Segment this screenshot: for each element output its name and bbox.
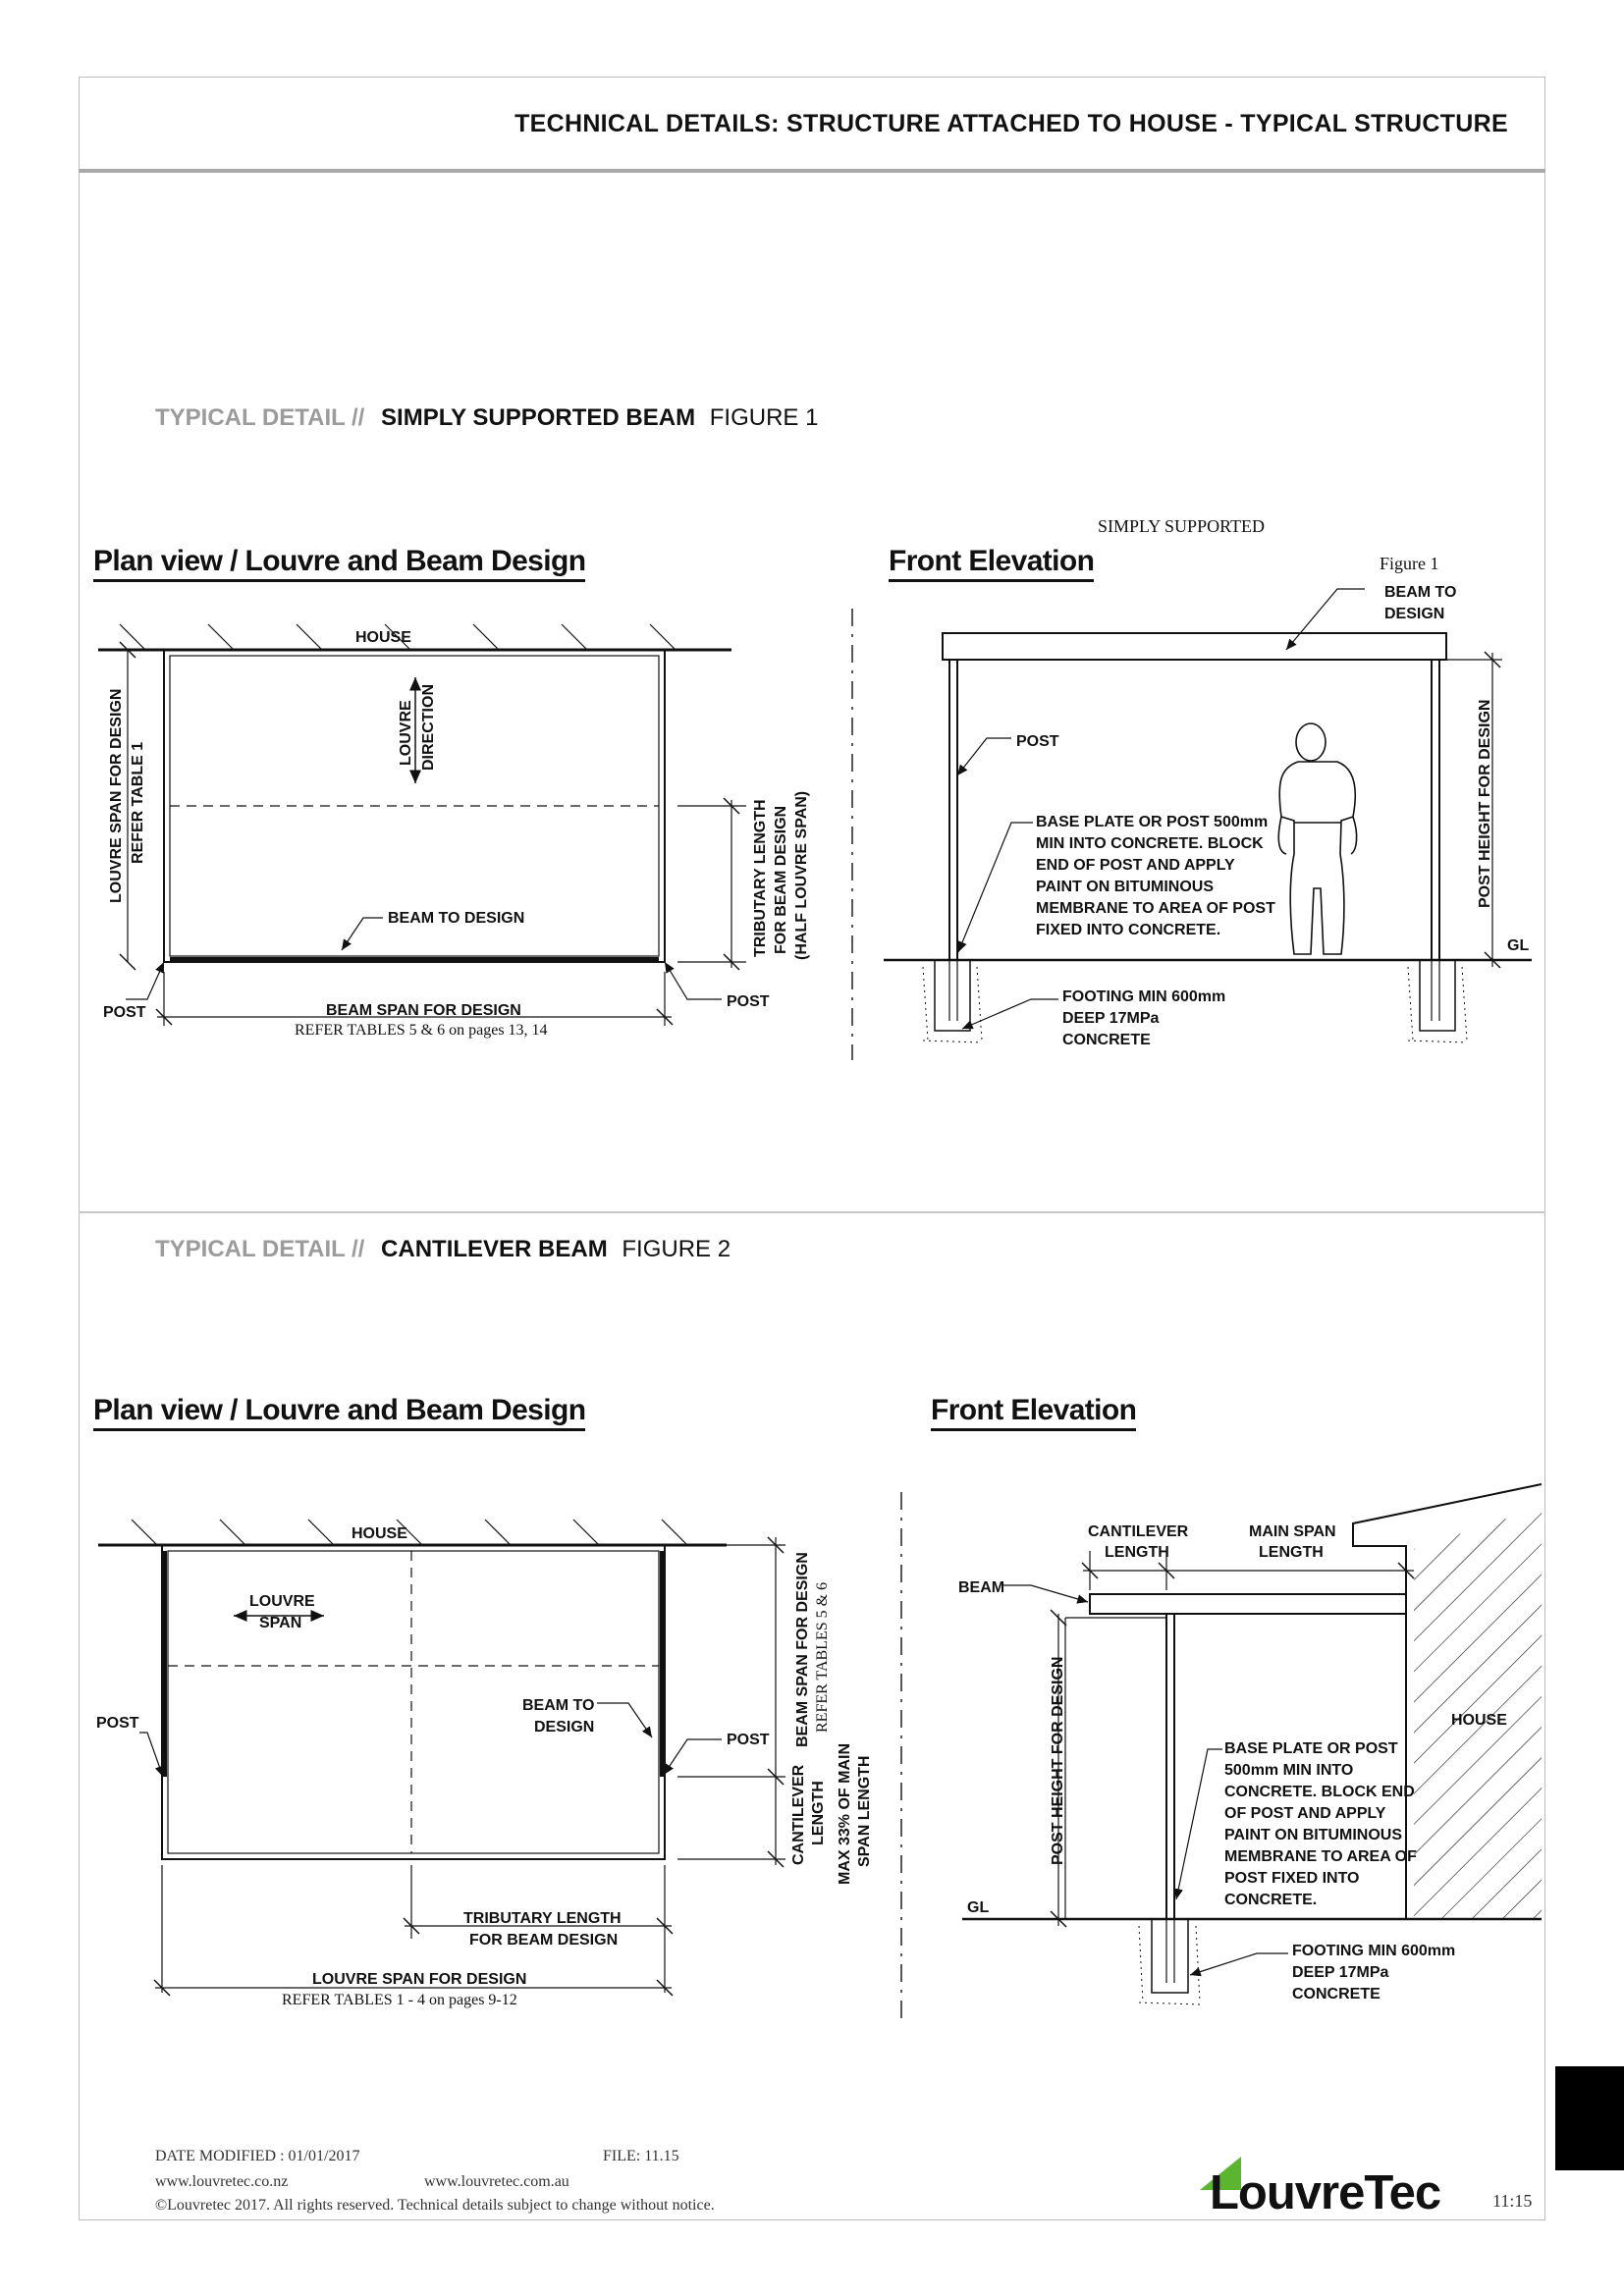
fig2-beam-span-2: REFER TABLES 5 & 6: [814, 1581, 831, 1733]
document-title: TECHNICAL DETAILS: STRUCTURE ATTACHED TO HOUSE - TYPICAL STRUCTURE: [514, 110, 1508, 137]
fig1-tributary-3: (HALF LOUVRE SPAN): [793, 790, 810, 960]
figure1-plan-heading: Plan view / Louvre and Beam Design: [93, 545, 585, 582]
fig2-base-4: OF POST AND APPLY: [1224, 1805, 1386, 1822]
fig1-beam-span: BEAM SPAN FOR DESIGN: [326, 1002, 521, 1019]
fig1-louvre-direction-1: LOUVRE: [398, 700, 414, 766]
fig1-gl: GL: [1507, 937, 1530, 954]
figure2-plan-heading: Plan view / Louvre and Beam Design: [93, 1394, 585, 1431]
fig2-cantilever-2: LENGTH: [810, 1781, 827, 1845]
fig2-base-7: POST FIXED INTO: [1224, 1870, 1360, 1887]
fig2-footing-2: DEEP 17MPa: [1292, 1964, 1389, 1981]
fig2-front-house: HOUSE: [1451, 1712, 1507, 1729]
footer-url-nz[interactable]: www.louvretec.co.nz: [155, 2173, 289, 2190]
fig2-beam-span-1: BEAM SPAN FOR DESIGN: [794, 1552, 811, 1747]
fig2-front-gl: GL: [967, 1899, 990, 1916]
fig2-footing-1: FOOTING MIN 600mm: [1292, 1943, 1456, 1959]
fig1-base-1: BASE PLATE OR POST 500mm: [1036, 814, 1269, 830]
figure1-front-heading: Front Elevation: [889, 545, 1094, 582]
fig1-louvre-span-2: REFER TABLE 1: [130, 741, 146, 864]
fig1-post-height: POST HEIGHT FOR DESIGN: [1477, 699, 1493, 908]
figure2-section-name: CANTILEVER BEAM: [381, 1236, 608, 1262]
fig2-louvre-span-2: SPAN: [259, 1615, 302, 1631]
page-number: 11:15: [1492, 2191, 1533, 2211]
fig2-base-3: CONCRETE. BLOCK END: [1224, 1784, 1415, 1800]
fig2-front-main-span-1: MAIN SPAN: [1249, 1523, 1336, 1540]
footer-copyright: ©Louvretec 2017. All rights reserved. Technical details subject to change without notice.: [155, 2197, 715, 2214]
fig2-front-cantilever-2: LENGTH: [1105, 1544, 1169, 1561]
fig1-tributary-1: TRIBUTARY LENGTH: [752, 799, 769, 957]
fig1-base-3: END OF POST AND APPLY: [1036, 857, 1235, 874]
page-side-tab: [1555, 2066, 1624, 2170]
fig2-base-2: 500mm MIN INTO: [1224, 1762, 1354, 1779]
fig2-cantilever-1: CANTILEVER: [790, 1764, 807, 1865]
fig1-post-left: POST: [103, 1004, 146, 1021]
fig1-beam-to-design-2: DESIGN: [1384, 606, 1445, 622]
fig1-base-6: FIXED INTO CONCRETE.: [1036, 922, 1221, 938]
fig2-front-main-span-2: LENGTH: [1259, 1544, 1324, 1561]
figure1-section-prefix: TYPICAL DETAIL //: [155, 404, 365, 431]
fig1-base-4: PAINT ON BITUMINOUS: [1036, 879, 1215, 895]
fig1-beam-span-ref: REFER TABLES 5 & 6 on pages 13, 14: [295, 1022, 548, 1039]
fig1-base-2: MIN INTO CONCRETE. BLOCK: [1036, 835, 1264, 852]
fig2-front-beam: BEAM: [958, 1579, 1005, 1596]
fig1-beam-to-design: BEAM TO DESIGN: [388, 910, 525, 927]
fig2-tributary-2: FOR BEAM DESIGN: [469, 1932, 619, 1949]
fig2-louvre-span-design: LOUVRE SPAN FOR DESIGN: [312, 1971, 527, 1988]
figure2-front-heading: Front Elevation: [931, 1394, 1136, 1431]
fig2-front-cantilever-1: CANTILEVER: [1088, 1523, 1189, 1540]
fig2-base-6: MEMBRANE TO AREA OF: [1224, 1848, 1417, 1865]
fig2-cantilever-4: SPAN LENGTH: [856, 1755, 873, 1867]
fig2-beam-to-design-2: DESIGN: [534, 1719, 595, 1735]
fig2-base-plate-note: [1224, 1740, 1417, 1908]
fig1-front-post: POST: [1016, 733, 1059, 750]
fig2-post-left: POST: [96, 1715, 139, 1732]
figure2-section-prefix: TYPICAL DETAIL //: [155, 1236, 365, 1262]
fig1-footing-1: FOOTING MIN 600mm: [1062, 988, 1226, 1005]
fig1-beam-to-design-1: BEAM TO: [1384, 584, 1457, 601]
fig2-plan-house: HOUSE: [352, 1525, 407, 1542]
figure1-section-name: SIMPLY SUPPORTED BEAM: [381, 404, 696, 431]
fig2-beam-to-design-1: BEAM TO: [522, 1697, 595, 1714]
fig1-footing-3: CONCRETE: [1062, 1032, 1151, 1048]
footer-url-au[interactable]: www.louvretec.com.au: [424, 2173, 569, 2190]
fig1-louvre-span-1: LOUVRE SPAN FOR DESIGN: [108, 688, 125, 903]
fig1-base-5: MEMBRANE TO AREA OF POST: [1036, 900, 1275, 917]
fig1-post-right: POST: [727, 993, 770, 1010]
fig2-tributary-1: TRIBUTARY LENGTH: [463, 1910, 622, 1927]
fig2-cantilever-3: MAX 33% OF MAIN: [837, 1742, 853, 1885]
fig2-louvre-span-1: LOUVRE: [249, 1593, 315, 1610]
figure2-section-fig: FIGURE 2: [622, 1236, 731, 1262]
figure1-section-fig: FIGURE 1: [709, 404, 819, 431]
fig2-post-right: POST: [727, 1732, 770, 1748]
fig2-base-5: PAINT ON BITUMINOUS: [1224, 1827, 1403, 1843]
fig1-plan-house: HOUSE: [355, 629, 411, 646]
fig2-base-1: BASE PLATE OR POST: [1224, 1740, 1398, 1757]
fig1-figure-label: Figure 1: [1380, 554, 1439, 573]
figure2-plan: [98, 1520, 785, 1996]
fig2-front-post-height: POST HEIGHT FOR DESIGN: [1050, 1656, 1066, 1865]
fig2-louvre-span-ref: REFER TABLES 1 - 4 on pages 9-12: [282, 1992, 517, 2008]
fig1-louvre-direction-2: DIRECTION: [420, 684, 437, 771]
footer-file: FILE: 11.15: [603, 2148, 679, 2164]
louvretec-logo: LouvreTec: [1210, 2166, 1441, 2219]
fig1-tributary-2: FOR BEAM DESIGN: [773, 805, 789, 954]
fig1-simply-supported: SIMPLY SUPPORTED: [1098, 516, 1265, 536]
fig1-footing-2: DEEP 17MPa: [1062, 1010, 1160, 1027]
footer-date-modified: DATE MODIFIED : 01/01/2017: [155, 2148, 360, 2164]
fig2-base-8: CONCRETE.: [1224, 1892, 1318, 1908]
fig2-footing-3: CONCRETE: [1292, 1986, 1380, 2002]
